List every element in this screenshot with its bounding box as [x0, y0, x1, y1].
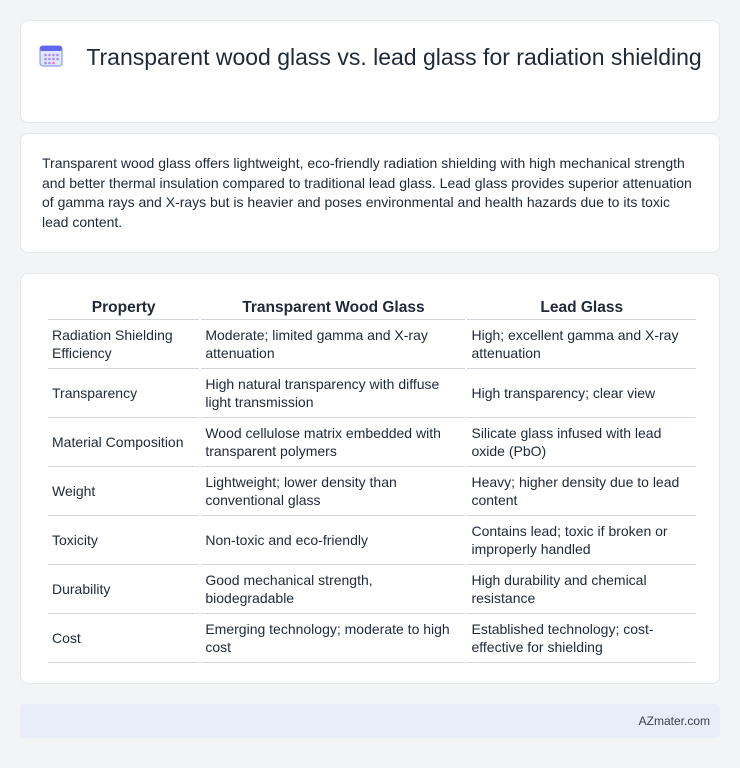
cell-wood: Good mechanical strength, biodegradable: [201, 565, 465, 614]
cell-lead: Established technology; cost-effective for shielding: [467, 614, 696, 663]
page-title-text: Transparent wood glass vs. lead glass for radiation shielding: [86, 44, 702, 70]
cell-property: Radiation Shielding Efficiency: [48, 320, 199, 369]
cell-wood: Wood cellulose matrix embedded with transparent polymers: [201, 418, 465, 467]
table-row: [48, 516, 696, 565]
title-card: [20, 20, 720, 123]
cell-wood: Emerging technology; moderate to high cost: [201, 614, 465, 663]
table-row: [48, 467, 696, 516]
header-property: Property: [48, 296, 199, 320]
cell-lead: Silicate glass infused with lead oxide (PbO): [467, 418, 696, 467]
cell-property: Cost: [48, 614, 199, 663]
table-row: [48, 614, 696, 663]
cell-property: Durability: [48, 565, 199, 614]
cell-lead: High; excellent gamma and X-ray attenuation: [467, 320, 696, 369]
cell-lead: High durability and chemical resistance: [467, 565, 696, 614]
table-row: [48, 565, 696, 614]
table-row: [48, 320, 696, 369]
comparison-table: [46, 296, 698, 663]
calendar-icon: [38, 44, 64, 68]
table-header-row: [48, 296, 696, 320]
cell-wood: Moderate; limited gamma and X-ray attenuation: [201, 320, 465, 369]
cell-lead: High transparency; clear view: [467, 369, 696, 418]
header-lead-glass: Lead Glass: [467, 296, 696, 320]
cell-property: Material Composition: [48, 418, 199, 467]
cell-wood: High natural transparency with diffuse light transmission: [201, 369, 465, 418]
summary-card: [20, 133, 720, 253]
table-row: [48, 418, 696, 467]
footer: [20, 704, 720, 738]
cell-lead: Contains lead; toxic if broken or improperly handled: [467, 516, 696, 565]
header-transparent-wood-glass: Transparent Wood Glass: [201, 296, 465, 320]
table-row: [48, 369, 696, 418]
comparison-table-card: [20, 273, 720, 684]
page-title: [21, 43, 719, 72]
cell-property: Transparency: [48, 369, 199, 418]
cell-property: Toxicity: [48, 516, 199, 565]
footer-brand-link[interactable]: AZmater.com: [638, 714, 710, 728]
cell-property: Weight: [48, 467, 199, 516]
cell-wood: Lightweight; lower density than conventional glass: [201, 467, 465, 516]
summary-text: Transparent wood glass offers lightweight, eco-friendly radiation shielding with high mechanical strength and better thermal insulation compared to traditional lead glass. Lead glass provides superior attenuation of gamma rays and X-rays but is heavier and poses environmental and health hazards due to its toxic lead content.: [42, 155, 692, 230]
cell-wood: Non-toxic and eco-friendly: [201, 516, 465, 565]
cell-lead: Heavy; higher density due to lead content: [467, 467, 696, 516]
